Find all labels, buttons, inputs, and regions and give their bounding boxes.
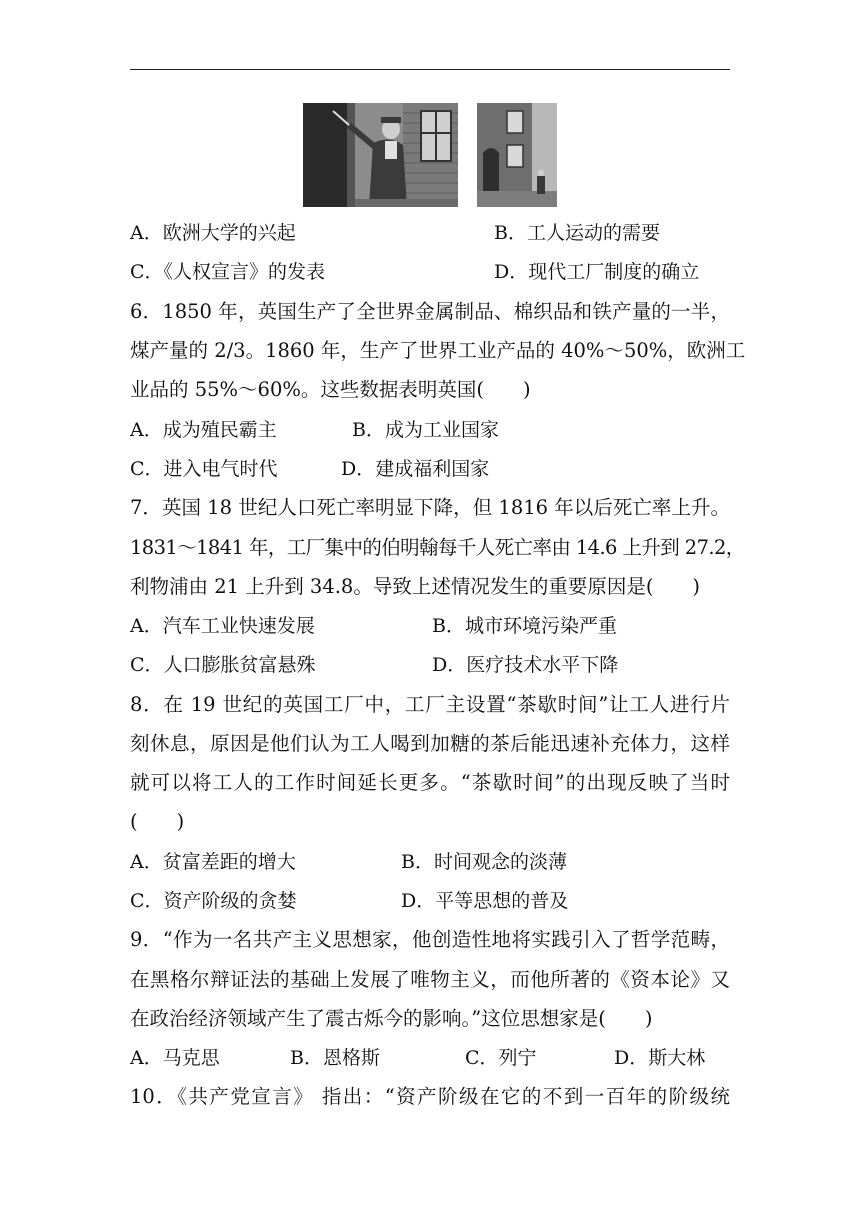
q7-option-a: A．汽车工业快速发展 xyxy=(130,615,315,637)
q8-line-2: 刻休息，原因是他们认为工人喝到加糖的茶后能迅速补充体力，这样 xyxy=(130,732,730,755)
q6-line-2: 煤产量的 2/3。1860 年，生产了世界工业产品的 40%～50%，欧洲工 xyxy=(130,339,746,362)
q8-option-a: A．贫富差距的增大 xyxy=(130,851,296,873)
q8-line-4: ( ) xyxy=(130,810,185,833)
q6-option-d: D．建成福利国家 xyxy=(341,458,490,480)
q5-option-d: D．现代工厂制度的确立 xyxy=(494,261,700,283)
photo-street xyxy=(477,103,557,207)
q9-option-d: D．斯大林 xyxy=(614,1047,706,1069)
q5-option-b: B．工人运动的需要 xyxy=(494,222,660,244)
q8-option-c: C．资产阶级的贪婪 xyxy=(130,890,297,912)
q7-line-2: 1831～1841 年，工厂集中的伯明翰每千人死亡率由 14.6 上升到 27.2， xyxy=(130,536,745,559)
q8-option-d: D．平等思想的普及 xyxy=(401,890,569,912)
q7-option-b: B．城市环境污染严重 xyxy=(432,615,617,637)
q5-option-c: C．《人权宣言》的发表 xyxy=(130,261,326,283)
q9-option-c: C．列宁 xyxy=(465,1047,537,1069)
q9-line-3: 在政治经济领域产生了震古烁今的影响。”这位思想家是( ) xyxy=(130,1007,653,1030)
q9-line-2: 在黑格尔辩证法的基础上发展了唯物主义，而他所著的《资本论》又 xyxy=(130,968,730,991)
q6-option-b: B．成为工业国家 xyxy=(352,419,499,441)
q5-option-a: A．欧洲大学的兴起 xyxy=(130,222,296,244)
q9-option-b: B．恩格斯 xyxy=(290,1047,380,1069)
q10-line-1: 10．《共产党宣言》 指出：“资产阶级在它的不到一百年的阶级统 xyxy=(130,1085,730,1108)
q7-line-3: 利物浦由 21 上升到 34.8。导致上述情况发生的重要原因是( ) xyxy=(130,575,701,598)
photo-knocker-up xyxy=(303,103,458,207)
q7-option-c: C．人口膨胀贫富悬殊 xyxy=(130,654,316,676)
q6-line-3: 业品的 55%～60%。这些数据表明英国( ) xyxy=(130,378,531,401)
q9-option-a: A．马克思 xyxy=(130,1047,220,1069)
q7-option-d: D．医疗技术水平下降 xyxy=(432,654,619,676)
q8-option-b: B．时间观念的淡薄 xyxy=(401,851,567,873)
q7-line-1: 7．英国 18 世纪人口死亡率明显下降，但 1816 年以后死亡率上升。 xyxy=(130,496,730,519)
header-rule xyxy=(130,69,730,70)
q6-option-c: C．进入电气时代 xyxy=(130,458,278,480)
q8-line-3: 就可以将工人的工作时间延长更多。“茶歇时间”的出现反映了当时 xyxy=(130,771,730,794)
q6-option-a: A．成为殖民霸主 xyxy=(130,419,277,441)
q6-line-1: 6．1850 年，英国生产了全世界金属制品、棉织品和铁产量的一半， xyxy=(130,300,730,323)
q9-line-1: 9．“作为一名共产主义思想家，他创造性地将实践引入了哲学范畴， xyxy=(130,928,730,951)
q8-line-1: 8．在 19 世纪的英国工厂中，工厂主设置“茶歇时间”让工人进行片 xyxy=(130,693,730,716)
